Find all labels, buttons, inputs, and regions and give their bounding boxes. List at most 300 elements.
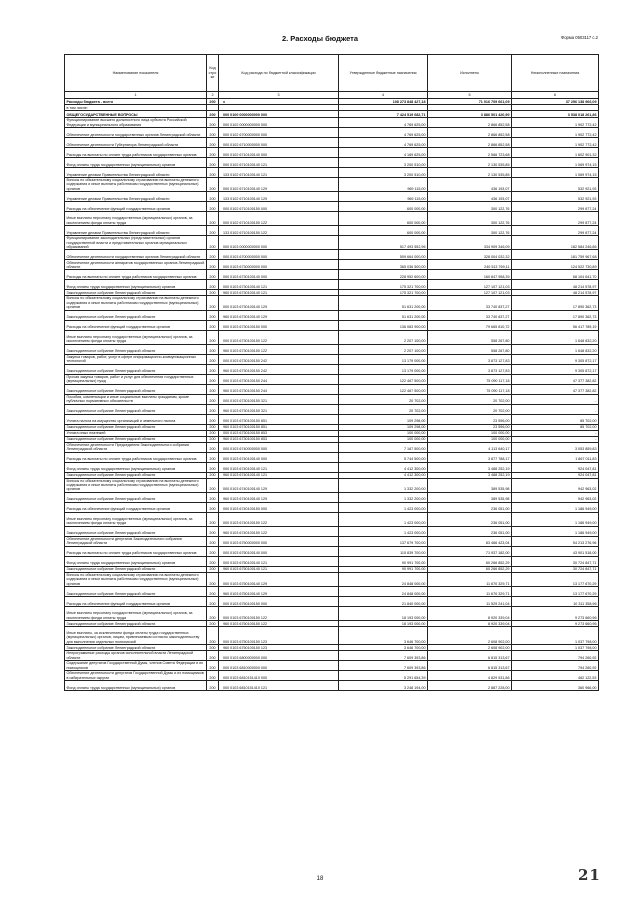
cell-unexecuted-amount: 1 867 011,83 [512, 452, 599, 462]
cell-unexecuted-amount: - [512, 404, 599, 414]
cell-line-code: 200 [207, 502, 219, 512]
cell-budget-code: 000 0103 6740100140 000 [219, 452, 339, 462]
cell-approved-amount: 13 179 000,00 [339, 364, 428, 374]
cell-line-code: 200 [207, 492, 219, 502]
cell-budget-code: 133 0102 6710100140 121 [219, 168, 339, 178]
cell-budget-code: 000 0103 6810000000 000 [219, 661, 339, 671]
cell-executed-amount: 236 051,00 [428, 502, 512, 512]
cell-unexecuted-amount: 182 584 246,86 [512, 236, 599, 250]
cell-budget-code: 000 0103 6750100150 122 [219, 607, 339, 621]
cell-indicator-name: Расходы на выплаты по оплате труда работников государственных органов [65, 148, 207, 158]
cell-indicator-name: Закупка товаров, работ, услуг в сфере информационно-коммуникационных технологий [65, 354, 207, 364]
cell-budget-code: 000 0103 6750100150 123 [219, 627, 339, 645]
cell-approved-amount: 1 423 000,00 [339, 512, 428, 526]
cell-unexecuted-amount: 17 890 362,73 [512, 296, 599, 310]
cell-unexecuted-amount: 48 214 578,97 [512, 290, 599, 296]
cell-approved-amount: 122 467 500,00 [339, 374, 428, 384]
cell-budget-code: 000 0103 6800000000 000 [219, 651, 339, 661]
cell-approved-amount: 3 200 510,00 [339, 168, 428, 178]
cell-unexecuted-amount: 37 256 138 966,09 [512, 99, 599, 105]
cell-executed-amount: 23 596,00 [428, 414, 512, 424]
cell-indicator-name: Законодательное собрание Ленинградской области [65, 621, 207, 627]
cell-executed-amount: 8 920 339,04 [428, 607, 512, 621]
cell-line-code: 200 [207, 424, 219, 430]
table-row [65, 310, 599, 320]
cell-executed-amount: 2 130 535,85 [428, 158, 512, 168]
cell-approved-amount: 4 769 625,00 [339, 118, 428, 128]
cell-approved-amount: 228 952 600,00 [339, 270, 428, 280]
cell-budget-code: 000 0102 6710000000 000 [219, 138, 339, 148]
page-number: 18 [316, 876, 324, 882]
table-row [65, 296, 599, 310]
cell-approved-amount: 115 839 700,00 [339, 546, 428, 556]
cell-approved-amount: 51 631 200,00 [339, 310, 428, 320]
cell-executed-amount: 300 122,76 [428, 212, 512, 226]
cell-indicator-name: Иные выплаты персоналу государственных (муниципальных) органов, за исключением фонда оплаты труда [65, 330, 207, 344]
cell-line-code: 200 [207, 250, 219, 260]
table-row [65, 111, 599, 118]
cell-budget-code: 000 0103 6730100150 242 [219, 354, 339, 364]
cell-approved-amount: 969 115,00 [339, 178, 428, 192]
cell-unexecuted-amount: 9 273 660,96 [512, 607, 599, 621]
cell-unexecuted-amount: 9 273 660,96 [512, 621, 599, 627]
cell-executed-amount: 75 090 117,18 [428, 374, 512, 384]
cell-indicator-name: Законодательное собрание Ленинградской области [65, 526, 207, 536]
cell-budget-code: 000 0102 6710100150 122 [219, 212, 339, 226]
header-executed: Исполнено [428, 55, 512, 92]
cell-indicator-name: Расходы на обеспечение функций государственных органов [65, 597, 207, 607]
cell-unexecuted-amount: 1 902 772,42 [512, 128, 599, 138]
cell-indicator-name: Управление делами Правительства Ленинградской области [65, 192, 207, 202]
cell-budget-code: 133 0102 6710100150 122 [219, 226, 339, 236]
cell-unexecuted-amount: 1 648 832,20 [512, 330, 599, 344]
cell-executed-amount: 3 877 788,17 [428, 452, 512, 462]
cell-line-code: 200 [207, 587, 219, 597]
cell-unexecuted-amount: 9 305 872,17 [512, 354, 599, 364]
table-row [65, 168, 599, 178]
cell-line-code: 200 [207, 452, 219, 462]
cell-budget-code: 000 0103 6740100150 122 [219, 512, 339, 526]
cell-budget-code: 960 0103 6730100140 129 [219, 310, 339, 320]
cell-indicator-name: Взносы по обязательному социальному страхованию на выплаты денежного содержания и иные выплаты работникам государственных (муниципальных) органов [65, 296, 207, 310]
cell-line-code: 200 [207, 645, 219, 651]
cell-executed-amount: 127 107 121,03 [428, 290, 512, 296]
cell-unexecuted-amount: 1 902 772,42 [512, 138, 599, 148]
cell-indicator-name: Расходы на обеспечение функций государственных органов [65, 202, 207, 212]
cell-executed-amount: 2 866 852,58 [428, 128, 512, 138]
cell-approved-amount: 4 169 625,00 [339, 148, 428, 158]
cell-line-code: 200 [207, 320, 219, 330]
table-row [65, 148, 599, 158]
cell-indicator-name: Законодательное собрание Ленинградской области [65, 344, 207, 354]
cell-budget-code: 960 0103 6750100140 129 [219, 587, 339, 597]
cell-line-code: 200 [207, 118, 219, 128]
cell-unexecuted-amount: 942 963,02 [512, 478, 599, 492]
cell-approved-amount: 24 848 000,00 [339, 587, 428, 597]
table-row [65, 212, 599, 226]
cell-executed-amount: 2 566 723,68 [428, 148, 512, 158]
cell-approved-amount: 175 321 700,00 [339, 280, 428, 290]
cell-indicator-name: Непрограммные расходы органов исполнительной власти Ленинградской области [65, 651, 207, 661]
table-row [65, 404, 599, 414]
cell-unexecuted-amount: - [512, 436, 599, 442]
cell-indicator-name: Пособия, компенсации и иные социальные выплаты гражданам, кроме публичных нормативных обязательств [65, 394, 207, 404]
header-budget-code: Код расхода по бюджетной классификации [219, 55, 339, 92]
cell-approved-amount: 1 423 000,00 [339, 502, 428, 512]
cell-budget-code: 000 0103 6740100140 121 [219, 462, 339, 472]
cell-line-code: 200 [207, 526, 219, 536]
table-row [65, 597, 599, 607]
table-row [65, 512, 599, 526]
table-row [65, 627, 599, 645]
cell-executed-amount: 6 815 313,67 [428, 651, 512, 661]
form-code: Форма 0503117 с.2 [561, 35, 598, 40]
cell-executed-amount: 558 267,80 [428, 330, 512, 344]
cell-budget-code: 000 0103 6750100140 121 [219, 556, 339, 566]
cell-executed-amount: 83 466 423,04 [428, 536, 512, 546]
table-row [65, 330, 599, 344]
cell-line-code: 200 [207, 344, 219, 354]
cell-unexecuted-amount: 124 522 730,89 [512, 260, 599, 270]
cell-approved-amount: 51 631 200,00 [339, 296, 428, 310]
cell-unexecuted-amount: 1 186 949,00 [512, 512, 599, 526]
col-index: 6 [512, 92, 599, 99]
cell-executed-amount: 240 513 769,11 [428, 260, 512, 270]
cell-executed-amount: 127 107 121,03 [428, 280, 512, 290]
cell-indicator-name: ОБЩЕГОСУДАРСТВЕННЫЕ ВОПРОСЫ [65, 111, 207, 118]
cell-executed-amount: 100 000,00 [428, 430, 512, 436]
cell-approved-amount: 1 332 200,00 [339, 478, 428, 492]
cell-line-code: 200 [207, 556, 219, 566]
table-row [65, 128, 599, 138]
cell-line-code: 200 [207, 607, 219, 621]
cell-unexecuted-amount: 56 417 789,19 [512, 320, 599, 330]
cell-executed-amount: 11 670 329,71 [428, 572, 512, 586]
cell-approved-amount: 122 467 500,00 [339, 384, 428, 394]
cell-indicator-name: Законодательное собрание Ленинградской области [65, 404, 207, 414]
cell-line-code: 200 [207, 148, 219, 158]
cell-budget-code: 000 0103 6730000000 000 [219, 260, 339, 270]
cell-unexecuted-amount: 924 047,81 [512, 462, 599, 472]
cell-budget-code: 000 0103 6750000000 000 [219, 536, 339, 546]
cell-line-code: 200 [207, 226, 219, 236]
cell-line-code: 200 [207, 621, 219, 627]
cell-executed-amount: 328 004 032,32 [428, 250, 512, 260]
cell-unexecuted-amount: 299 877,24 [512, 212, 599, 226]
cell-indicator-name: Законодательное собрание Ленинградской области [65, 424, 207, 430]
cell-unexecuted-amount: 48 214 578,97 [512, 280, 599, 290]
table-row [65, 414, 599, 424]
cell-budget-code: 960 0103 6750100150 123 [219, 645, 339, 651]
cell-line-code: 200 [207, 354, 219, 364]
cell-budget-code: 000 0103 6730100150 851 [219, 414, 339, 424]
cell-executed-amount: 236 051,00 [428, 512, 512, 526]
cell-budget-code: 000 0103 6730100150 244 [219, 374, 339, 384]
cell-approved-amount: 13 179 000,00 [339, 354, 428, 364]
cell-indicator-name: Законодательное собрание Ленинградской области [65, 587, 207, 597]
header-approved: Утвержденные бюджетные назначения [339, 55, 428, 92]
table-row [65, 607, 599, 621]
cell-indicator-name: Законодательное собрание Ленинградской области [65, 436, 207, 442]
expenses-table [64, 54, 599, 691]
cell-unexecuted-amount: 299 877,24 [512, 202, 599, 212]
cell-executed-amount: 71 937 182,00 [428, 546, 512, 556]
cell-unexecuted-amount: 85 702,00 [512, 424, 599, 430]
cell-indicator-name: Расходы на выплаты по оплате труда работников государственных органов [65, 546, 207, 556]
cell-indicator-name: Фонд оплаты труда государственных (муниципальных) органов [65, 556, 207, 566]
header-indicator-name: Наименование показателя [65, 55, 207, 92]
cell-unexecuted-amount: 462 122,53 [512, 671, 599, 681]
cell-approved-amount: 7 167 500,00 [339, 442, 428, 452]
cell-executed-amount: 11 529 241,04 [428, 597, 512, 607]
table-row [65, 681, 599, 691]
cell-budget-code: 000 0103 6700000000 000 [219, 250, 339, 260]
column-index-row [65, 92, 599, 99]
cell-unexecuted-amount: 43 901 518,00 [512, 546, 599, 556]
cell-indicator-name: Обеспечение деятельности Председателя Законодательного собрания Ленинградской области [65, 442, 207, 452]
cell-budget-code: 000 0103 6810151410 121 [219, 681, 339, 691]
cell-line-code: 200 [207, 414, 219, 424]
table-row [65, 452, 599, 462]
cell-approved-amount: 4 769 625,00 [339, 128, 428, 138]
cell-budget-code: х [219, 99, 339, 105]
cell-approved-amount: 3 646 700,00 [339, 627, 428, 645]
header-unexecuted: Неисполненные назначения [512, 55, 599, 92]
cell-executed-amount: 33 740 837,27 [428, 296, 512, 310]
table-row [65, 280, 599, 290]
cell-line-code: 200 [207, 280, 219, 290]
cell-indicator-name: Содержание депутатов Государственной Думы, членов Совета Федерации и их помощников [65, 661, 207, 671]
cell-approved-amount: 969 115,00 [339, 192, 428, 202]
cell-approved-amount: 109 298,00 [339, 414, 428, 424]
cell-approved-amount: 1 423 000,00 [339, 526, 428, 536]
section-title: 2. Расходы бюджета [281, 34, 359, 43]
cell-budget-code: 960 0103 6730100150 244 [219, 384, 339, 394]
cell-indicator-name: Взносы по обязательному социальному страхованию на выплаты денежного содержания и иные выплаты работникам государственных (муниципальных) органов [65, 572, 207, 586]
table-row [65, 192, 599, 202]
cell-budget-code: 000 0103 6750100140 129 [219, 572, 339, 586]
table-row [65, 236, 599, 250]
cell-budget-code: 000 0102 6710100140 000 [219, 148, 339, 158]
header-line-code: Код стро ки [207, 55, 219, 92]
cell-budget-code: 000 0103 6740000000 000 [219, 442, 339, 452]
cell-approved-amount: 2 207 100,00 [339, 330, 428, 344]
cell-executed-amount: 436 193,07 [428, 178, 512, 192]
cell-executed-amount: 436 193,07 [428, 192, 512, 202]
cell-line-code: 200 [207, 442, 219, 452]
cell-unexecuted-amount: 47 377 382,82 [512, 384, 599, 394]
cell-line-code: 200 [207, 430, 219, 436]
cell-budget-code: 000 0102 6710100140 121 [219, 158, 339, 168]
cell-indicator-name: Расходы на обеспечение функций государственных органов [65, 502, 207, 512]
cell-indicator-name: Уплата налога на имущество организаций и земельного налога [65, 414, 207, 424]
cell-executed-amount: 60 266 852,29 [428, 556, 512, 566]
cell-executed-amount: 33 740 837,27 [428, 310, 512, 320]
cell-budget-code: 000 0103 6730100150 853 [219, 430, 339, 436]
cell-line-code: 200 [207, 597, 219, 607]
cell-budget-code: 960 0103 6730100140 121 [219, 290, 339, 296]
cell-approved-amount: 100 000,00 [339, 430, 428, 436]
cell-indicator-name: Функционирование высшего должностного лица субъекта Российской Федерации и муниципального образования [65, 118, 207, 128]
table-row [65, 250, 599, 260]
table-row [65, 260, 599, 270]
table-row [65, 344, 599, 354]
cell-indicator-name: Управление делами Правительства Ленинградской области [65, 226, 207, 236]
table-row [65, 178, 599, 192]
cell-budget-code: 960 0103 6730100150 242 [219, 364, 339, 374]
table-row [65, 462, 599, 472]
cell-approved-amount: 7 424 519 682,71 [339, 111, 428, 118]
cell-line-code: 200 [207, 192, 219, 202]
cell-approved-amount: 108 273 848 427,18 [339, 99, 428, 105]
cell-unexecuted-amount: 1 902 772,42 [512, 118, 599, 128]
cell-unexecuted-amount: 299 877,24 [512, 226, 599, 236]
cell-line-code: 200 [207, 128, 219, 138]
table-row [65, 158, 599, 168]
cell-executed-amount: 11 670 329,71 [428, 587, 512, 597]
cell-approved-amount: 4 769 625,00 [339, 138, 428, 148]
cell-approved-amount: 600 000,00 [339, 212, 428, 226]
cell-executed-amount: 20 702,00 [428, 394, 512, 404]
cell-executed-amount: 2 130 535,85 [428, 168, 512, 178]
cell-indicator-name: Обеспечение деятельности депутатов Государственной Думы и их помощников в избирательных округах [65, 671, 207, 681]
cell-unexecuted-amount: 9 305 872,17 [512, 364, 599, 374]
cell-unexecuted-amount: 924 047,81 [512, 472, 599, 478]
cell-approved-amount: 20 702,00 [339, 394, 428, 404]
cell-approved-amount: 2 207 100,00 [339, 344, 428, 354]
cell-budget-code: 000 0100 0000000000 000 [219, 111, 339, 118]
cell-executed-amount: 71 016 709 661,09 [428, 99, 512, 105]
cell-executed-amount: 79 665 810,72 [428, 320, 512, 330]
cell-line-code: 200 [207, 178, 219, 192]
cell-approved-amount: 21 840 000,00 [339, 597, 428, 607]
cell-executed-amount: 2 887 228,00 [428, 681, 512, 691]
cell-indicator-name: Законодательное собрание Ленинградской области [65, 566, 207, 572]
cell-indicator-name: Функционирование законодательных (представительных) органов государственной власти и представительных органов муниципальных образований [65, 236, 207, 250]
cell-indicator-name: Иные выплаты персоналу государственных (муниципальных) органов, за исключением фонда оплаты труда [65, 607, 207, 621]
cell-approved-amount: 18 193 000,00 [339, 607, 428, 621]
cell-indicator-name: Прочая закупка товаров, работ и услуг для обеспечения государственных (муниципальных) нужд [65, 374, 207, 384]
cell-indicator-name: Обеспечение деятельности государственных органов Ленинградской области [65, 250, 207, 260]
cell-executed-amount: 2 866 852,58 [428, 118, 512, 128]
table-row [65, 138, 599, 148]
cell-unexecuted-amount: 794 260,92 [512, 651, 599, 661]
cell-executed-amount: 236 051,00 [428, 526, 512, 536]
cell-unexecuted-amount: 13 177 670,29 [512, 572, 599, 586]
cell-line-code: 200 [207, 260, 219, 270]
cell-indicator-name: Фонд оплаты труда государственных (муниципальных) органов [65, 462, 207, 472]
cell-indicator-name: Фонд оплаты труда государственных (муниципальных) органов [65, 681, 207, 691]
cell-line-code: 200 [207, 236, 219, 250]
handwritten-page-stamp: 21 [578, 866, 601, 884]
cell-unexecuted-amount: 1 186 949,00 [512, 502, 599, 512]
cell-budget-code: 000 0103 6730100150 321 [219, 394, 339, 404]
cell-unexecuted-amount: 3 538 018 261,86 [512, 111, 599, 118]
cell-executed-amount: 4 113 640,17 [428, 442, 512, 452]
cell-line-code: 200 [207, 374, 219, 384]
cell-executed-amount: 300 122,76 [428, 226, 512, 236]
cell-line-code: 200 [207, 384, 219, 394]
table-row [65, 374, 599, 384]
cell-approved-amount: 137 679 700,00 [339, 536, 428, 546]
cell-indicator-name: Законодательное собрание Ленинградской области [65, 472, 207, 478]
cell-unexecuted-amount: 68 104 641,70 [512, 270, 599, 280]
cell-indicator-name: Расходы на выплаты по оплате труда работников государственных органов [65, 270, 207, 280]
cell-budget-code: 960 0103 6750100140 121 [219, 566, 339, 572]
cell-budget-code: 960 0103 6730100150 853 [219, 436, 339, 442]
cell-line-code: 200 [207, 462, 219, 472]
cell-line-code: 200 [207, 512, 219, 526]
cell-budget-code: 000 0102 0000000000 000 [219, 118, 339, 128]
cell-executed-amount: 75 090 117,18 [428, 384, 512, 394]
cell-line-code: 200 [207, 330, 219, 344]
cell-line-code: 200 [207, 290, 219, 296]
table-row [65, 354, 599, 364]
cell-approved-amount: 7 609 393,86 [339, 661, 428, 671]
cell-budget-code: 960 0103 6730100150 122 [219, 344, 339, 354]
cell-budget-code: 960 0103 6740100150 122 [219, 526, 339, 536]
cell-approved-amount: 4 412 300,00 [339, 462, 428, 472]
table-body [65, 99, 599, 691]
table-row [65, 536, 599, 546]
cell-budget-code: 000 0103 6730100150 122 [219, 330, 339, 344]
table-row [65, 478, 599, 492]
cell-indicator-name: Обеспечение деятельности депутатов Законодательного собрания Ленинградской области [65, 536, 207, 546]
cell-executed-amount: 3 873 127,83 [428, 364, 512, 374]
col-index: 1 [65, 92, 207, 99]
cell-line-code: 200 [207, 627, 219, 645]
table-row [65, 394, 599, 404]
table-row [65, 202, 599, 212]
cell-line-code: 200 [207, 546, 219, 556]
cell-executed-amount: 389 535,98 [428, 478, 512, 492]
cell-executed-amount: 2 608 902,00 [428, 645, 512, 651]
cell-unexecuted-amount: 1 648 832,20 [512, 344, 599, 354]
cell-indicator-name: Законодательное собрание Ленинградской области [65, 492, 207, 502]
cell-line-code: 200 [207, 296, 219, 310]
table-row [65, 572, 599, 586]
cell-unexecuted-amount: 3 053 859,83 [512, 442, 599, 452]
cell-approved-amount: 100 000,00 [339, 436, 428, 442]
cell-budget-code: 000 0103 6810151410 000 [219, 671, 339, 681]
cell-indicator-name: в том числе: [65, 105, 207, 111]
cell-line-code: 200 [207, 478, 219, 492]
table-row [65, 546, 599, 556]
cell-indicator-name: Расходы бюджета - всего [65, 99, 207, 105]
cell-unexecuted-amount: 1 069 974,15 [512, 168, 599, 178]
cell-unexecuted-amount: 181 759 967,68 [512, 250, 599, 260]
cell-executed-amount: 160 847 958,39 [428, 270, 512, 280]
cell-approved-amount: 20 702,00 [339, 404, 428, 414]
cell-executed-amount: 23 596,00 [428, 424, 512, 430]
cell-budget-code: 000 0103 6730100150 000 [219, 320, 339, 330]
cell-indicator-name: Обеспечение деятельности государственных органов Ленинградской области [65, 128, 207, 138]
table-row [65, 364, 599, 374]
cell-budget-code: 000 0102 6710100150 000 [219, 202, 339, 212]
cell-approved-amount: 5 744 500,00 [339, 452, 428, 462]
cell-executed-amount: 334 909 346,09 [428, 236, 512, 250]
cell-executed-amount: 558 267,80 [428, 344, 512, 354]
cell-budget-code: 960 0103 6730100150 851 [219, 424, 339, 430]
cell-indicator-name: Обеспечение деятельности Губернатора Ленинградской области [65, 138, 207, 148]
cell-line-code: 200 [207, 671, 219, 681]
cell-approved-amount: 18 193 000,00 [339, 621, 428, 627]
cell-indicator-name: Взносы по обязательному социальному страхованию на выплаты денежного содержания и иные выплаты работникам государственных (муниципальных) органов [65, 178, 207, 192]
cell-line-code: 200 [207, 572, 219, 586]
cell-unexecuted-amount: 532 921,93 [512, 192, 599, 202]
cell-executed-amount: 300 122,76 [428, 202, 512, 212]
cell-budget-code: 000 0103 6750100140 000 [219, 546, 339, 556]
